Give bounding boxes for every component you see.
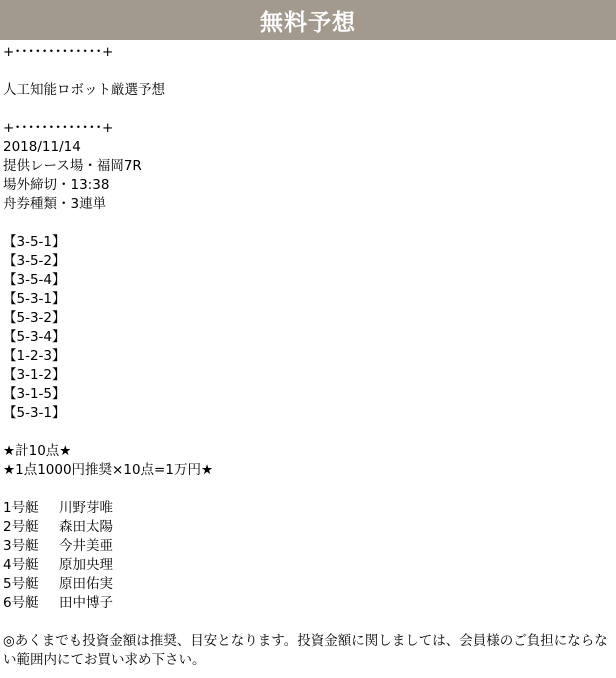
pick-item: 【3-5-1】 (3, 234, 66, 250)
pick-item: 【3-1-5】 (3, 386, 66, 402)
spacer (3, 423, 613, 442)
boat-number: 3号艇 (3, 538, 39, 554)
racer-name: 森田太陽 (59, 519, 113, 535)
stake-recommendation: ★1点1000円推奨×10点=1万円★ (3, 462, 214, 478)
spacer (3, 214, 613, 233)
boat-number: 1号艇 (3, 500, 39, 516)
pick-item: 【5-3-1】 (3, 405, 66, 421)
boat-number: 5号艇 (3, 576, 39, 592)
race-venue: 提供レース場・福岡7R (3, 158, 142, 174)
section-heading: 人工知能ロボット厳選予想 (3, 82, 165, 98)
total-points: ★計10点★ (3, 443, 72, 459)
boat-number: 6号艇 (3, 595, 39, 611)
boat-number: 4号艇 (3, 557, 39, 573)
pick-list (3, 233, 613, 423)
divider-bottom: +･････････････+ (3, 120, 114, 136)
page-title: 無料予想 (260, 9, 356, 36)
boat-list (3, 499, 613, 613)
race-deadline: 場外締切・13:38 (3, 177, 110, 193)
spacer (3, 613, 613, 632)
boat-row (3, 499, 613, 518)
pick-item: 【3-1-2】 (3, 367, 66, 383)
pick-item: 【5-3-1】 (3, 291, 66, 307)
boat-row (3, 575, 613, 594)
divider-top: +･････････････+ (3, 44, 114, 60)
spacer (3, 62, 613, 81)
ticket-type: 舟券種類・3連単 (3, 196, 107, 212)
pick-item: 【3-5-4】 (3, 272, 66, 288)
prediction-content (3, 43, 613, 670)
boat-row (3, 518, 613, 537)
pick-item: 【3-5-2】 (3, 253, 66, 269)
page-header (0, 0, 616, 40)
pick-item: 【1-2-3】 (3, 348, 66, 364)
boat-row (3, 556, 613, 575)
racer-name: 田中博子 (59, 595, 113, 611)
boat-row (3, 537, 613, 556)
boat-number: 2号艇 (3, 519, 39, 535)
race-date: 2018/11/14 (3, 139, 81, 155)
racer-name: 今井美亜 (59, 538, 113, 554)
disclaimer-note: ◎あくまでも投資金額は推奨、目安となります。投資金額に関しましては、会員様のご負担にならない範囲内にてお買い求め下さい。 (3, 633, 608, 668)
pick-item: 【5-3-4】 (3, 329, 66, 345)
pick-item: 【5-3-2】 (3, 310, 66, 326)
racer-name: 原田佑実 (59, 576, 113, 592)
spacer (3, 100, 613, 119)
racer-name: 原加央理 (59, 557, 113, 573)
spacer (3, 480, 613, 499)
boat-row (3, 594, 613, 613)
racer-name: 川野芽唯 (59, 500, 113, 516)
